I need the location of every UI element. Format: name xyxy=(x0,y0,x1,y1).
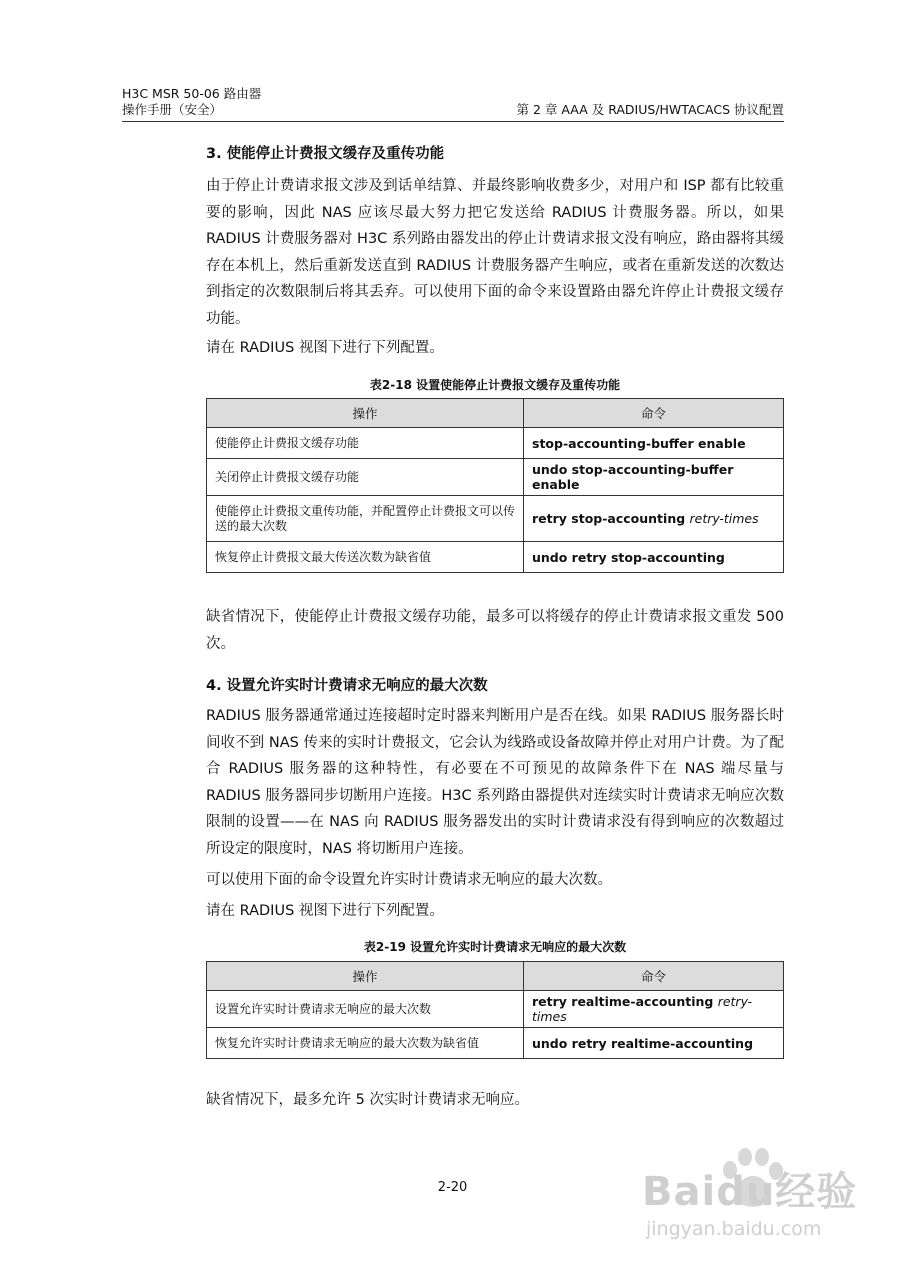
baidu-jingyan-watermark xyxy=(642,1148,882,1268)
section-4-paragraph: RADIUS 服务器通常通过连接超时定时器来判断用户是否在线。如果 RADIUS 服务器长时间收不到 NAS 传来的实时计费报文，它会认为线路或设备故障并停止对用户计费。为了配合 RADIUS 服务器的这种特性，有必要在不可预见的故障条件下在 NAS 端尽量与 RADIUS 服务器同步切断用户连接。H3C 系列路由器提供对连续实时计费请求无响应次数限制的设置——在 NAS 向 RADIUS 服务器发出的实时计费请求没有得到响应的次数超过所设定的限度时，NAS 将切断用户连接。 xyxy=(206,708,784,857)
command-cell xyxy=(524,542,784,573)
table-2-19-caption: 表2-19 设置允许实时计费请求无响应的最大次数 xyxy=(363,940,627,954)
command-text: undo stop-accounting-buffer enable xyxy=(532,462,734,492)
command-cell xyxy=(524,459,784,496)
table-2-18-caption: 表2-18 设置使能停止计费报文缓存及重传功能 xyxy=(369,378,621,392)
column-header-command: 命令 xyxy=(524,399,784,428)
column-header-operation: 操作 xyxy=(207,962,524,991)
operation-cell: 使能停止计费报文重传功能，并配置停止计费报文可以传送的最大次数 xyxy=(207,496,524,542)
operation-cell: 设置允许实时计费请求无响应的最大次数 xyxy=(207,991,524,1028)
table-row xyxy=(207,496,784,542)
table-row xyxy=(207,459,784,496)
table-header-row xyxy=(207,399,784,428)
section-4-default-note: 缺省情况下，最多允许 5 次实时计费请求无响应。 xyxy=(206,1092,529,1108)
section-3-title: 3. 使能停止计费报文缓存及重传功能 xyxy=(206,146,445,162)
command-text: undo retry stop-accounting xyxy=(532,549,725,565)
command-argument: retry-times xyxy=(532,994,753,1024)
table-2-18 xyxy=(206,398,784,573)
section-3-instruction: 请在 RADIUS 视图下进行下列配置。 xyxy=(206,340,444,356)
page-number: 2-20 xyxy=(437,1180,468,1195)
table-row xyxy=(207,1028,784,1059)
table-row xyxy=(207,991,784,1028)
command-text: undo retry realtime-accounting xyxy=(532,1035,754,1051)
header-manual: 操作手册（安全） xyxy=(122,102,223,117)
table-header-row xyxy=(207,962,784,991)
operation-cell: 使能停止计费报文缓存功能 xyxy=(207,428,524,459)
watermark-logo: Baidu经验 xyxy=(642,1169,858,1215)
table-row xyxy=(207,542,784,573)
command-text: retry realtime-accounting xyxy=(532,994,714,1009)
header-product: H3C MSR 50-06 路由器 xyxy=(122,86,262,101)
column-header-operation: 操作 xyxy=(207,399,524,428)
section-4-title: 4. 设置允许实时计费请求无响应的最大次数 xyxy=(206,678,488,694)
command-cell xyxy=(524,428,784,459)
watermark-url: jingyan.baidu.com xyxy=(646,1218,822,1240)
command-text: retry stop-accounting xyxy=(532,511,686,526)
command-argument: retry-times xyxy=(689,511,759,526)
table-2-19 xyxy=(206,961,784,1059)
table-row xyxy=(207,428,784,459)
operation-cell: 恢复停止计费报文最大传送次数为缺省值 xyxy=(207,542,524,573)
header-divider xyxy=(122,121,784,122)
command-cell xyxy=(524,991,784,1028)
operation-cell: 恢复允许实时计费请求无响应的最大次数为缺省值 xyxy=(207,1028,524,1059)
command-cell xyxy=(524,496,784,542)
section-3-paragraph: 由于停止计费请求报文涉及到话单结算、并最终影响收费多少，对用户和 ISP 都有比较重要的影响，因此 NAS 应该尽最大努力把它发送给 RADIUS 计费服务器。所以，如果 RADIUS 计费服务器对 H3C 系列路由器发出的停止计费请求报文没有响应，路由器将其缓存在本机上，然后重新发送直到 RADIUS 计费服务器产生响应，或者在重新发送的次数达到指定的次数限制后将其丢弃。可以使用下面的命令来设置路由器允许停止计费报文缓存功能。 xyxy=(206,178,784,327)
command-text: stop-accounting-buffer enable xyxy=(532,435,746,451)
page-header xyxy=(122,86,784,118)
header-chapter: 第 2 章 AAA 及 RADIUS/HWTACACS 协议配置 xyxy=(516,102,784,117)
section-3-default-note: 缺省情况下，使能停止计费报文缓存功能，最多可以将缓存的停止计费请求报文重发 500 次。 xyxy=(206,609,784,652)
section-4-instruction-2: 请在 RADIUS 视图下进行下列配置。 xyxy=(206,903,444,919)
section-4-instruction-1: 可以使用下面的命令设置允许实时计费请求无响应的最大次数。 xyxy=(206,872,612,888)
column-header-command: 命令 xyxy=(524,962,784,991)
operation-cell: 关闭停止计费报文缓存功能 xyxy=(207,459,524,496)
command-cell xyxy=(524,1028,784,1059)
